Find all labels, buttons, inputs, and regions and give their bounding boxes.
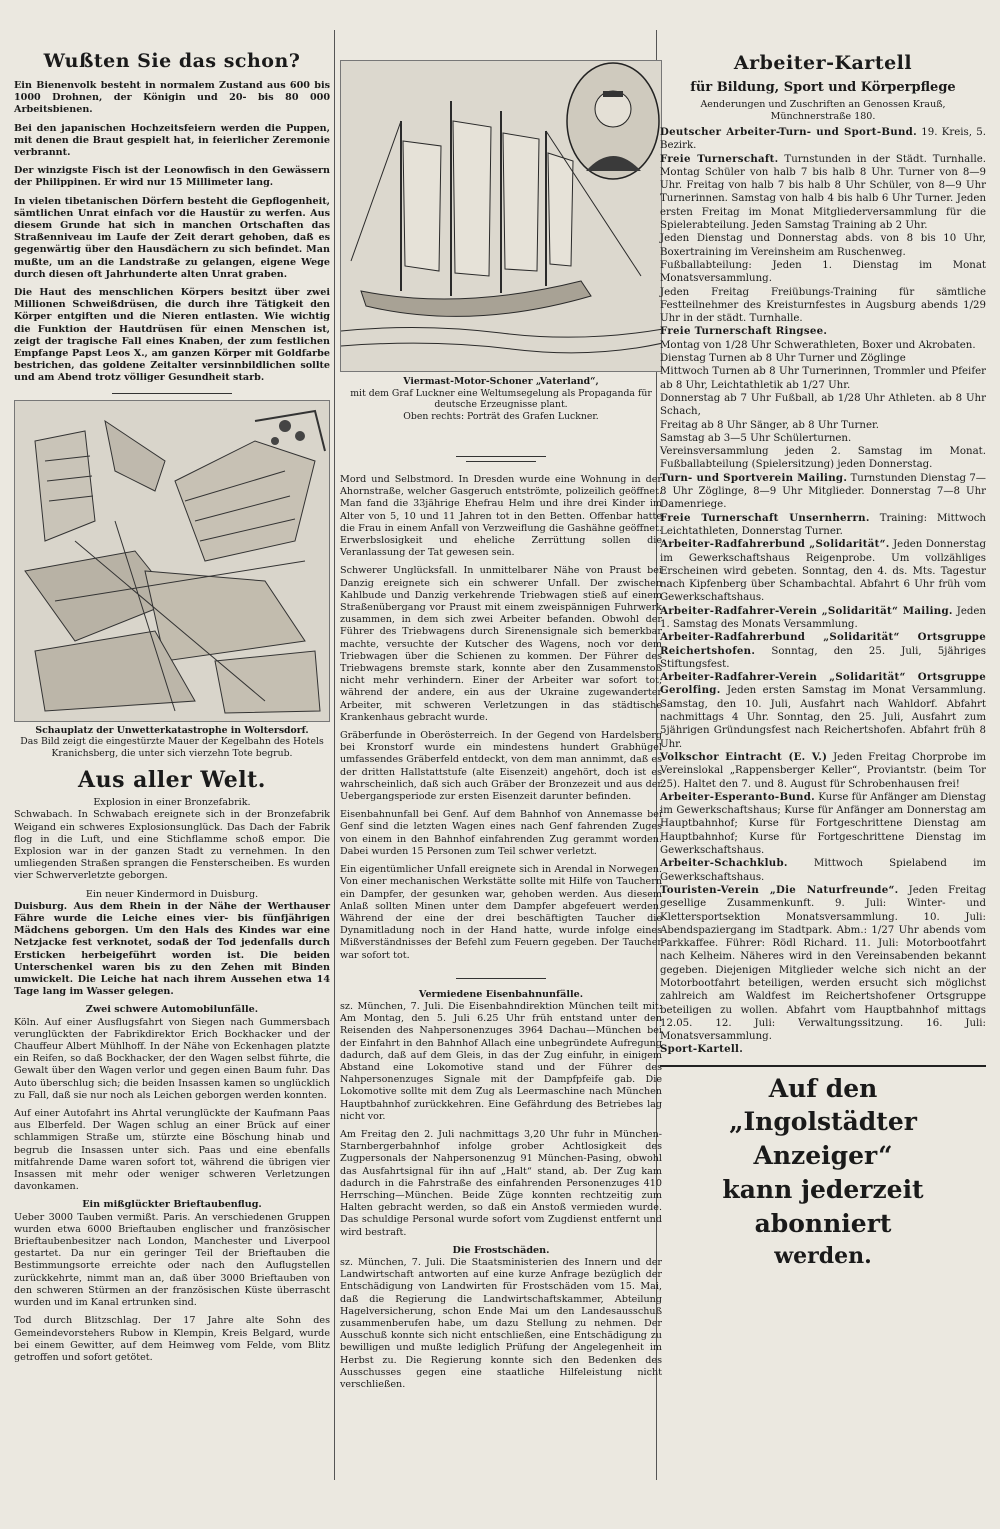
kartell-item-text: Vereinsversammlung jeden 2. Samstag im Monat. Fußballabteilung (Spielersitzung) jeden Donnerstag.: [660, 446, 986, 471]
kartell-item: [660, 432, 986, 445]
ship-caption-portrait: Oben rechts: Porträt des Grafen Luckner.: [403, 410, 599, 422]
kartell-item: [660, 1043, 986, 1056]
article-3-text: Köln. Auf einer Ausflugsfahrt von Siegen nach Gummersbach verunglückten der Fabrikdirektor Erich Bockhacker und der Chauffeur Albert Mühlhoff. In der Nähe von Eckenhagen platzte ein Reifen, so daß Bockhacker, der den Wagen selbst führte, die Gewalt über den Wagen verlor und gegen einen Baum fuhr. Das Auto überschlug sich; die beiden Insassen kamen so unglücklich zu Fall, daß sie nur noch als Leichen geborgen werden konnten.: [14, 1016, 330, 1101]
kartell-item-text: Jeden Freitag Freiübungs-Training für sämtliche Festteilnehmer des Kreisturnfestes in Augsburg abends 1/29 Uhr in der städt. Turnhalle.: [660, 286, 986, 325]
column-middle: [340, 30, 662, 1397]
kartell-item-text: Sonntag, den 25. Juli, 5jähriges Stiftungsfest.: [660, 645, 986, 670]
kartell-item-name: Deutscher Arbeiter-Turn- und Sport-Bund.: [660, 126, 917, 138]
mid-article-5: Ein eigentümlicher Unfall ereignete sich in Arendal in Norwegen. Von einer mechanischen Werkstätte sollte mit Hilfe von Tauchern ein Dampfer, der gesunken war, gehoben werden. Aus diesem Anlaß sollten Minen unter dem Dampfer abgefeuert werden. Während der eine der drei beschäftigten Taucher die Dynamitladung noch in der Hand hatte, wurde infolge eines Mißverständnisses der Befehl zum Feuern gegeben. Der Taucher war sofort tot.: [340, 864, 662, 961]
article-1-text: Schwabach. In Schwabach ereignete sich in der Bronzefabrik Weigand ein schweres Explosionsunglück. Das Dach der Fabrik flog in die Luft, und eine Stichflamme schoß empor. Die Explosion war in der ganzen Stadt zu vernehmen. In den umliegenden Straßen sprangen die Fensterscheiben. Es wurden vier Schwerverletzte geborgen.: [14, 809, 330, 882]
kartell-item-text: Kurse für Anfänger am Dienstag im Gewerkschaftshaus; Kurse für Anfänger am Donnerstag am Hauptbahnhof; Kurse für Fortgeschrittene Dienstag am Hauptbahnhof; Kurse für Fortgeschrittene Dienstag im Gewerkschaftshaus.: [660, 791, 986, 857]
kartell-item-name: Arbeiter-Schachklub.: [660, 857, 788, 870]
fact-3: Der winzigste Fisch ist der Leonowfisch in den Gewässern der Philippinen. Er wird nur 15 Millimeter lang.: [14, 165, 330, 189]
schooner-image: [340, 60, 662, 372]
kartell-item-name: Arbeiter-Radfahrerbund „Solidarität“.: [660, 538, 890, 551]
kartell-item-text: Turnstunden in der Städt. Turnhalle. Montag Schüler von halb 7 bis halb 8 Uhr. Turner von 8—9 Uhr. Freitag von halb 7 bis halb 8 Uhr Schüler, von 8—9 Uhr Turnerinnen. Samstag von halb 4 bis halb 6 Uhr Turner. Jeden ersten Freitag im Monat Mitgliederversammlung für die Spielerabteilung. Jeden Samstag Training ab 2 Uhr.: [660, 153, 986, 232]
divider: [466, 461, 536, 462]
kartell-item-name: Freie Turnerschaft Unsernherrn.: [660, 511, 870, 524]
ad-line-3: kann jederzeit abonniert: [722, 1174, 924, 1238]
kartell-item: [660, 671, 986, 751]
kartell-item: [660, 512, 986, 539]
kartell-item-text: Training: Mittwoch Leichtathleten, Donnerstag Turner.: [660, 512, 986, 537]
kartell-item: [660, 286, 986, 326]
fact-5: Die Haut des menschlichen Körpers besitzt über zwei Millionen Schweißdrüsen, die durch ihre Tätigkeit den Körper entgiften und die Nieren entlasten. Wie wichtig die Funktion der Hautdrüsen für einen Menschen ist, zeigt der tragische Fall eines Knaben, der zum festlichen Empfange Papst Leos X., am ganzen Körper mit Goldfarbe bestrichen, das goldene Zeitalter versinnbildlichen sollte und am Abend trotz völliger Gesundheit starb.: [14, 287, 330, 384]
divider: [456, 456, 546, 457]
kartell-item-text: Turnstunden Dienstag 7—8 Uhr Zöglinge, 8—9 Uhr Mitglieder. Donnerstag 7—8 Uhr Damenriege.: [660, 472, 986, 511]
kartell-item: [660, 472, 986, 512]
kartell-item: [660, 339, 986, 352]
mid-article-2: Schwerer Unglücksfall. In unmittelbarer Nähe von Praust bei Danzig ereignete sich ein schwerer Unfall. Der zwischen Kahlbude und Danzig verkehrende Triebwagen stieß auf einem Straßenübergang vor Praust mit einem zweispännigen Fuhrwerk zusammen, in dem sich zwei Arbeiter befanden. Obwohl der Führer des Triebwagens durch Sirenensignale sich bemerkbar machte, versuchte der Kutscher des Wagens, noch vor dem Triebwagen über die Schienen zu kommen. Der Führer des Triebwagens bremste stark, konnte aber den Zusammenstoß nicht mehr verhindern. Einer der Arbeiter war sofort tot, während der andere, ein aus der Ukraine zugewanderter Arbeiter, mit schweren Verletzungen in das städtische Krankenhaus gebracht wurde.: [340, 565, 662, 723]
kartell-item: [660, 538, 986, 604]
kartell-item: [660, 392, 986, 419]
column-rule-1: [334, 30, 335, 1480]
kartell-item: [660, 325, 986, 338]
kartell-item-text: Dienstag Turnen ab 8 Uhr Turner und Zöglinge: [660, 353, 906, 365]
kartell-item-text: Jeden ersten Samstag im Monat Versammlung. Samstag, den 10. Juli, Ausfahrt nach Wahldorf. Abfahrt nachmittags 4 Uhr. Sonntag, den 25. Juli, Ausfahrt zum 5jährigen Gründungsfest nach Reichertshofen. Abfahrt früh 8 Uhr.: [660, 685, 986, 750]
kartell-item: [660, 631, 986, 671]
kartell-item-name: Turn- und Sportverein Mailing.: [660, 471, 848, 484]
frost-head: Die Frostschäden.: [452, 1244, 550, 1256]
fact-4: In vielen tibetanischen Dörfern besteht die Gepflogenheit, sämtlichen Unrat einfach vor die Haustür zu werfen. Aus diesem Grunde hat sich in manchen Ortschaften das Straßenniveau im Laufe der Zeit derart gehoben, daß es gegenwärtig über den Hausdächern zu sich befindet. Man mußte, um an die Landstraße zu gelangen, eigene Wege durch diesen oft Jahrhunderte alten Unrat graben.: [14, 195, 330, 280]
collapsed-wall-drawing: [15, 401, 330, 721]
fact-1: Ein Bienenvolk besteht in normalem Zustand aus 600 bis 1000 Drohnen, der Königin und 20- bis 80 000 Arbeitsbienen.: [14, 80, 330, 116]
kartell-item: [660, 884, 986, 1044]
kartell-item: [660, 153, 986, 233]
kartell-item-text: Freitag ab 8 Uhr Sänger, ab 8 Uhr Turner.: [660, 419, 879, 431]
subscription-ad: [660, 1065, 986, 1271]
kartell-item-text: Jeden Freitag gesellige Zusammenkunft. 9. Juli: Winter- und Klettersportsektion Monatsversammlung. 10. Juli: Abendspaziergang im Stadtpark. Abm.: 1/27 Uhr abends vom Parkkaffee. Führer: Rödl Richard. 11. Juli: Motorbootfahrt nach Kelheim. Näheres wird in den Vereinsabenden bekannt gegeben. Diejenigen Mitglieder welche sich nicht an der Motorbootfahrt beteiligen, werden ersucht sich möglichst zahlreich am Waldfest im Reichertshofener Ortsgruppe beteiligen zu wollen. Abfahrt vom Hauptbahnhof mittags 12.05. 12. Juli: Verwaltungssitzung. 16. Juli: Monatsversammlung.: [660, 884, 986, 1043]
kartell-item: [660, 365, 986, 392]
article-1-head: Explosion in einer Bronzefabrik.: [93, 797, 251, 809]
ship-caption-title: Viermast-Motor-Schoner „Vaterland“,: [403, 376, 599, 387]
kartell-item-name: Volkschor Eintracht (E. V.): [660, 750, 828, 763]
kartell-item-text: Fußballabteilung: Jeden 1. Dienstag im Monat Monatsversammlung.: [660, 259, 986, 285]
kartell-item: [660, 791, 986, 857]
column-left: [14, 30, 330, 1370]
kartell-address-1: Aenderungen und Zuschriften an Genossen Krauß,: [700, 99, 946, 110]
article-3-head: Zwei schwere Automobilunfälle.: [85, 1004, 259, 1016]
rail-head: Vermiedene Eisenbahnunfälle.: [418, 988, 584, 1000]
ad-line-1: Auf den: [768, 1073, 878, 1103]
figure-caption-text: Das Bild zeigt die eingestürzte Mauer der Kegelbahn des Hotels Kranichsberg, die unter sich vierzehn Tote begrub.: [20, 736, 324, 759]
kartell-item: [660, 259, 986, 286]
kartell-item-name: Arbeiter-Radfahrer-Verein „Solidarität“ Ortsgruppe Gerolfing.: [660, 671, 986, 697]
article-2-text: Duisburg. Aus dem Rhein in der Nähe der Werthauser Fähre wurde die Leiche eines vier- bis fünfjährigen Mädchens geborgen. Um den Hals des Kindes war eine Netzjacke fest verknotet, sodaß der Tod jedenfalls durch Ersticken herbeigeführt worden ist. Die beiden Unterschenkel waren bis zu den Zehen mit Binden umwickelt. Die Leiche hat nach ihrem Aussehen etwa 14 Tage lang im Wasser gelegen.: [14, 900, 330, 998]
divider: [456, 978, 546, 979]
kartell-item: [660, 232, 986, 259]
kartell-item-text: 19. Kreis, 5. Bezirk.: [660, 127, 986, 152]
storm-damage-image: [14, 400, 330, 722]
ship-drawing: [341, 61, 662, 371]
kartell-item-name: Freie Turnerschaft.: [660, 152, 779, 165]
column-right: [660, 30, 986, 1271]
mid-article-1: Mord und Selbstmord. In Dresden wurde eine Wohnung in der Ahornstraße, welcher Gasgeruch entströmte, polizeilich geöffnet. Man fand die 33jährige Ehefrau Helm und ihre drei Kinder im Alter von 5, 10 und 11 Jahren tot in den Betten. Offenbar hatte die Frau in einem Anfall von Verzweiflung die Gashähne geöffnet. Erwerbslosigkeit und eheliche Zerrüttung sollen die Veranlassung der Tat gewesen sein.: [340, 474, 662, 559]
kartell-item-text: Mittwoch Spielabend im Gewerkschaftshaus.: [660, 858, 986, 883]
divider: [112, 393, 232, 394]
kartell-item-name: Arbeiter-Radfahrer-Verein „Solidarität“ Mailing.: [660, 604, 953, 617]
fact-2: Bei den japanischen Hochzeitsfeiern werden die Puppen, mit denen die Braut gespielt hat, in feierlicher Zeremonie verbrannt.: [14, 122, 330, 159]
kartell-item: [660, 445, 986, 472]
article-5-text: Ueber 3000 Tauben vermißt. Paris. An verschiedenen Gruppen wurden etwa 6000 Brieftauben englischer und französischer Brieftaubenbesitzer nach London, Manchester und Liverpool gestartet. Da nur ein geringer Teil der Brieftauben die Bestimmungsorte erreichte oder nach den Auflugstellen zurückkehrte, nimmt man an, daß über 3000 Brieftauben von den schweren Stürmen an der französischen Küste überrascht wurden und im Kanal ertrunken sind.: [14, 1211, 330, 1309]
article-5-head: Ein mißglückter Brieftaubenflug.: [82, 1199, 262, 1211]
kartell-item: [660, 419, 986, 432]
mid-article-4: Eisenbahnunfall bei Genf. Auf dem Bahnhof von Annemasse bei Genf sind die letzten Wagen eines nach Genf fahrenden Zuges von einem in den Bahnhof einfahrenden Zug gerammt worden. Dabei wurden 15 Personen zum Teil schwer verletzt.: [340, 809, 662, 857]
kartell-item-text: Mittwoch Turnen ab 8 Uhr Turnerinnen, Trommler und Pfeifer ab 8 Uhr, Leichtathletik ab 1/27 Uhr.: [660, 366, 986, 391]
ship-caption-text: mit dem Graf Luckner eine Weltumsegelung als Propaganda für deutsche Erzeugnisse plant.: [350, 387, 652, 410]
kartell-item: [660, 126, 986, 153]
article-6-text: Tod durch Blitzschlag. Der 17 Jahre alte Sohn des Gemeindevorstehers Rubow in Klempin, Kreis Belgard, wurde bei einem Gewitter, auf dem Heimweg vom Felde, vom Blitz getroffen und sofort getötet.: [14, 1315, 330, 1363]
article-2-head: Ein neuer Kindermord in Duisburg.: [85, 888, 259, 900]
kartell-item-text: Montag von 1/28 Uhr Schwerathleten, Boxer und Akrobaten.: [660, 339, 976, 351]
kartell-item-name: Arbeiter-Radfahrerbund „Solidarität“ Ortsgruppe Reichertshofen.: [660, 631, 986, 657]
kartell-item-text: Jeden Dienstag und Donnerstag abds. von 8 bis 10 Uhr, Boxertraining im Vereinsheim am Ruschenweg.: [660, 233, 986, 258]
article-4-text: Auf einer Autofahrt ins Ahrtal verunglückte der Kaufmann Paas aus Elberfeld. Der Wagen schlug an einer Brück auf einer schlammigen Straße um, stürzte eine Böschung hinab und begrub die Insassen unter sich. Paas und eine ebenfalls mitfahrende Dame waren sofort tot, während die übrigen vier Insassen mit mehr oder weniger schweren Verletzungen davonkamen.: [14, 1108, 330, 1193]
kartell-item: [660, 857, 986, 884]
kartell-item-name: Arbeiter-Esperanto-Bund.: [660, 790, 816, 803]
facts-title: Wußten Sie das schon?: [43, 50, 301, 72]
ad-line-2: „Ingolstädter Anzeiger“: [729, 1106, 917, 1170]
kartell-item-text: Jeden 1. Samstag des Monats Versammlung.: [660, 605, 986, 630]
mid-article-3: Gräberfunde in Oberösterreich. In der Gegend von Hardelsberg bei Kronstorf wurde ein mindestens hundert Grabhügel umfassendes Gräberfeld entdeckt, von dem man annimmt, daß es der dritten Hallstattstufe (alte Eisenzeit) angehört, doch ist es wahrscheinlich, daß sich auch Gräber der Bronzezeit und aus der Uebergangsperiode zur ersten Eisenzeit darunter befinden.: [340, 730, 662, 803]
ad-line-4: werden.: [774, 1242, 872, 1269]
kartell-item-text: Donnerstag ab 7 Uhr Fußball, ab 1/28 Uhr Athleten. ab 8 Uhr Schach,: [660, 392, 986, 418]
kartell-item: [660, 605, 986, 632]
kartell-subtitle: für Bildung, Sport und Körperpflege: [690, 80, 956, 95]
frost-text: sz. München, 7. Juli. Die Staatsministerien des Innern und der Landwirtschaft antworten auf eine kurze Anfrage bezüglich der Entschädigung von Landwirten für Frostschäden vom 15. Mai, daß die Regierung die Landwirtschaftskammer, Abteilung Hagelversicherung, schon Ende Mai um den Landesausschuß zusammenberufen habe, um dazu Stellung zu nehmen. Der Ausschuß konnte sich nicht entschließen, eine Entschädigung zu bewilligen und mußte lediglich Prüfung der Angelegenheit im Herbst zu. Die Regierung konnte sich den Bedenken des Ausschusses gegen eine staatliche Hilfeleistung nicht verschließen.: [340, 1256, 662, 1391]
rail-text-2: Am Freitag den 2. Juli nachmittags 3,20 Uhr fuhr in München-Starnbergerbahnhof infolge grober Achtlosigkeit des Zugpersonals der Nahpersonenzug 91 München-Pasing, obwohl das Ausfahrtsignal für ihn auf „Halt“ stand, ab. Der Zug kam dadurch in die Fahrstraße des einfahrenden Personenzuges 410 Herrsching—München. Beide Züge konnten rechtzeitig zum Halten gebracht werden, so daß ein Anstoß vermieden wurde. Das schuldige Personal wurde sofort vom Zugdienst entfernt und wird bestraft.: [340, 1128, 662, 1238]
kartell-item-name: Freie Turnerschaft Ringsee.: [660, 325, 828, 338]
kartell-item-name: Sport-Kartell.: [660, 1043, 744, 1056]
figure-caption-title: Schauplatz der Unwetterkatastrophe in Woltersdorf.: [35, 724, 309, 736]
kartell-address-2: Münchnerstraße 180.: [770, 111, 876, 122]
kartell-item-text: Jeden Donnerstag im Gewerkschaftshaus Reigenprobe. Um vollzähliges Erscheinen wird gebeten. Sonntag, den 4. ds. Mts. Tagestur nach Kipfenberg über Schambachtal. Abfahrt 6 Uhr früh vom Gewerkschaftshaus.: [660, 539, 986, 604]
rail-text-1: sz. München, 7. Juli. Die Eisenbahndirektion München teilt mit: Am Montag, den 5. Juli 6.25 Uhr früh entstand unter den Reisenden des Nahpersonenzuges 3964 Dachau—München bei der Einfahrt in den Bahnhof Allach eine unbegründete Aufregung dadurch, daß auf dem Gleis, in das der Zug einfuhr, in einigem Abstand eine Lokomotive stand und der Führer des Nahpersonenzuges Signale mit der Dampfpfeife gab. Die Lokomotive sollte mit dem Zug als Leermaschine nach München Hauptbahnhof zurückkehren. Eine Gefährdung des Betriebes lag nicht vor.: [340, 1000, 662, 1122]
kartell-title: Arbeiter-Kartell: [733, 52, 913, 74]
kartell-item-text: Jeden Freitag Chorprobe im Vereinslokal „Rappensberger Keller“, Proviantstr. (beim Tor 25). Haltet den 7. und 8. August für Schrobenhausen frei!: [660, 751, 986, 790]
kartell-item: [660, 352, 986, 365]
kartell-item: [660, 751, 986, 791]
section-title: Aus aller Welt.: [78, 767, 266, 794]
kartell-item-text: Samstag ab 3—5 Uhr Schülerturnen.: [660, 432, 852, 444]
kartell-item-name: Touristen-Verein „Die Naturfreunde“.: [660, 883, 899, 896]
kartell-list: [660, 126, 986, 1057]
